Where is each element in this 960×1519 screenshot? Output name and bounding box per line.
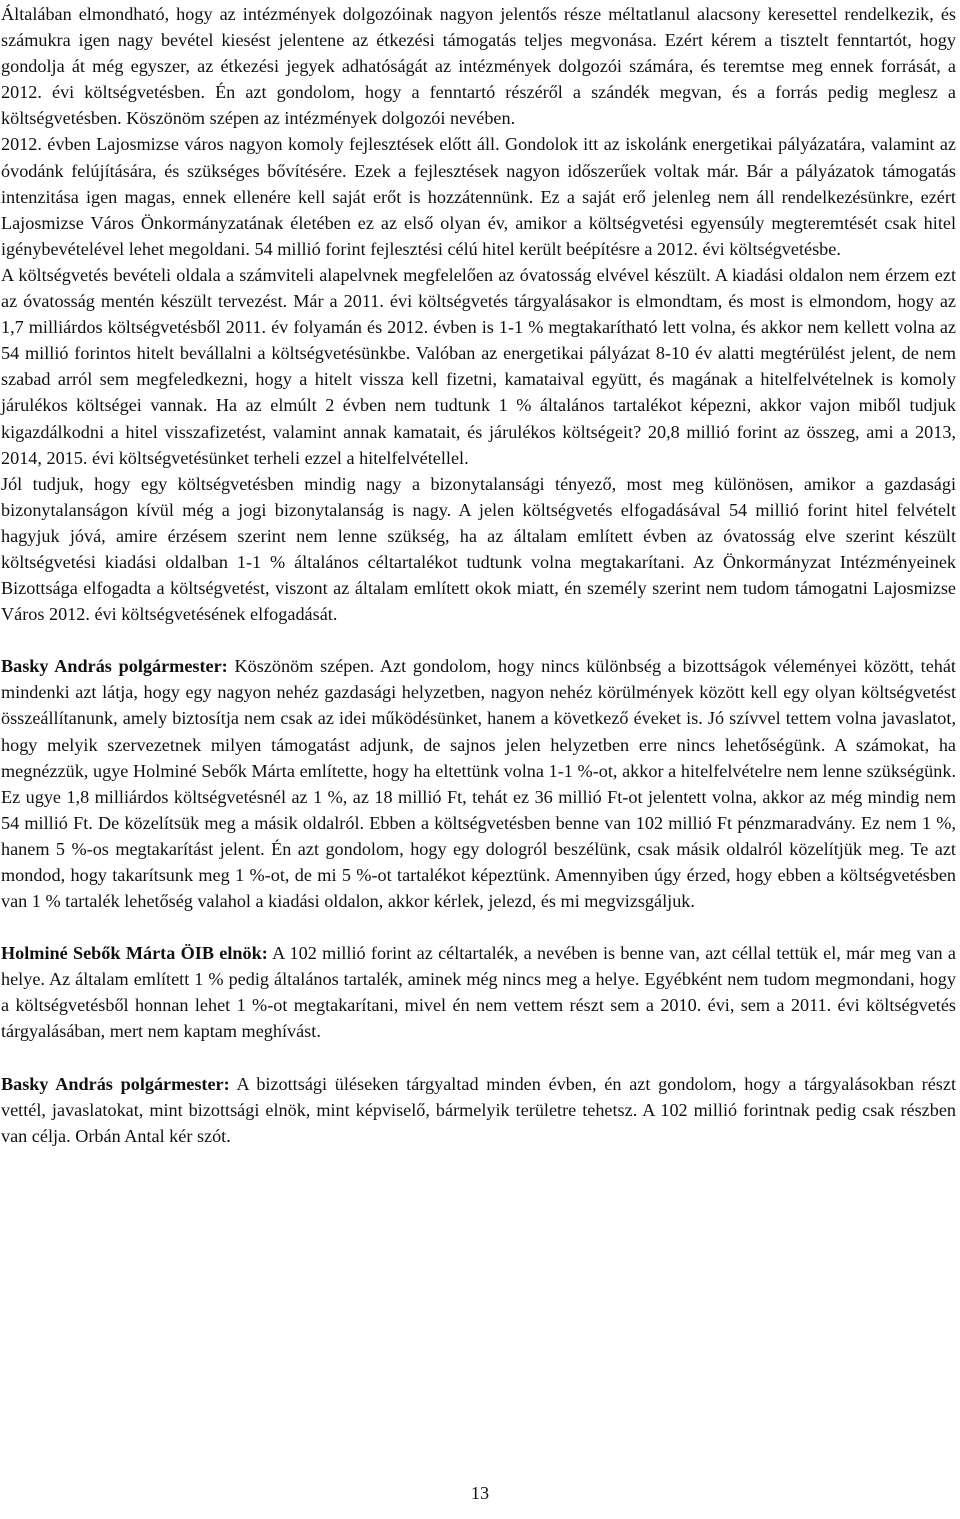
paragraph-1 bbox=[1, 1, 956, 131]
speech-holmine bbox=[1, 940, 956, 1044]
speaker-name: Basky András polgármester: bbox=[1, 1073, 230, 1094]
speech-basky-1 bbox=[1, 653, 956, 914]
speech-text: A 102 millió forint az céltartalék, a nevében is benne van, azt céllal tettük el, már meg van a helye. Az általam említett 1 % pedig általános tartalék, aminek még nincs meg a helye. Egyébként nem tudom megmondani, hogy a költségvetésből honnan lehet 1 %-ot megtakarítani, mivel én nem vettem részt sem a 2010. évi, sem a 2011. évi költségvetés tárgyalásában, mert nem kaptam meghívást. bbox=[1, 943, 956, 1042]
speaker-name: Holminé Sebők Márta ÖIB elnök: bbox=[1, 943, 268, 964]
paragraph-text: Jól tudjuk, hogy egy költségvetésben mindig nagy a bizonytalansági tényező, most meg különösen, amikor a gazdasági bizonytalanságon kívül még a jogi bizonytalanság is nagy. A jelen költségvetés elfogadásával 54 millió forint hitel felvételt hagyjuk jóvá, amire érzésem szerint nem lenne szükség, ha az általam említett évben az óvatosság elve szerint készült költségvetési kiadási oldalban 1-1 % általános céltartalékot tudtunk volna megtakarítani. Az Önkormányzat Intézményeinek Bizottsága elfogadta a költségvetést, viszont az általam említett okok miatt, én személy szerint nem tudom támogatni Lajosmizse Város 2012. évi költségvetésének elfogadását. bbox=[1, 473, 956, 625]
paragraph-2 bbox=[1, 131, 956, 261]
paragraph-4 bbox=[1, 471, 956, 628]
speech-basky-2 bbox=[1, 1071, 956, 1149]
paragraph-text: A költségvetés bevételi oldala a számviteli alapelvnek megfelelően az óvatosság elvével készült. A kiadási oldalon nem érzem ezt az óvatosság mentén készült tervezést. Már a 2011. évi költségvetés tárgyalásakor is elmondtam, és most is elmondom, hogy az 1,7 milliárdos költségvetésből 2011. év folyamán és 2012. évben is 1-1 % megtakarítható lett volna, és akkor nem kellett volna az 54 millió forintos hitelt bevállalni a költségvetésünkbe. Valóban az energetikai pályázat 8-10 év alatti megtérülést jelent, de nem szabad arról sem megfeledkezni, hogy a hitelt vissza kell fizetni, kamataival együtt, és magának a hitelfelvételnek is komoly járulékos költségei vannak. Ha az elmúlt 2 évben nem tudtunk 1 % általános tartalékot képezni, akkor vajon miből tudjuk kigazdálkodni a hitel visszafizetést, valamint annak kamatait, és járulékos költségeit? 20,8 millió forint az összeg, ami a 2013, 2014, 2015. évi költségvetésünket terheli ezzel a hitelfelvétellel. bbox=[1, 264, 956, 468]
paragraph-text: 2012. évben Lajosmizse város nagyon komoly fejlesztések előtt áll. Gondolok itt az iskolánk energetikai pályázatára, valamint az óvodánk felújítására, és szükséges bővítésére. Ezek a fejlesztések nagyon időszerűek voltak már. Bár a pályázatok támogatás intenzitása igen magas, ennek ellenére kell saját erőt is hozzátennünk. Ez a saját erő jelenleg nem áll rendelkezésünkre, ezért Lajosmizse Város Önkormányzatának életében ez az első olyan év, amikor a költségvetési egyensúly megteremtését csak hitel igénybevételével lehet megoldani. 54 millió forint fejlesztési célú hitel került beépítésre a 2012. évi költségvetésbe. bbox=[1, 134, 956, 259]
speech-text: A bizottsági üléseken tárgyaltad minden évben, én azt gondolom, hogy a tárgyalásokban részt vettél, javaslatokat, mint bizottsági elnök, mint képviselő, bármelyik területre tehetsz. A 102 millió forintnak pedig csak részben van célja. Orbán Antal kér szót. bbox=[1, 1073, 957, 1146]
page-number: 13 bbox=[470, 1483, 490, 1503]
speaker-name: Basky András polgármester: bbox=[1, 656, 228, 677]
paragraph-text: Általában elmondható, hogy az intézmények dolgozóinak nagyon jelentős része méltatlanul alacsony keresettel rendelkezik, és számukra igen nagy bevétel kiesést jelentene az étkezési támogatás teljes megvonása. Ezért kérem a tisztelt fenntartót, hogy gondolja át még egyszer, az étkezési jegyek adhatóságát az intézmények dolgozói számára, és teremtse meg ennek forrását, a 2012. évi költségvetésben. Én azt gondolom, hogy a fenntartó részéről a szándék megvan, és a forrás pedig meglesz a költségvetésben. Köszönöm szépen az intézmények dolgozói nevében. bbox=[1, 4, 956, 129]
paragraph-3 bbox=[1, 262, 956, 471]
speech-text: Köszönöm szépen. Azt gondolom, hogy nincs különbség a bizottságok véleményei között, tehát mindenki azt látja, hogy egy nagyon nehéz gazdasági helyzetben, nagyon nehéz körülmények között kell egy olyan költségvetést összeállítanunk, amely biztosítja nem csak az idei működésünket, hanem a következő éveket is. Jó szívvel tettem volna javaslatot, hogy melyik szervezetnek milyen támogatást adjunk, de sajnos jelen helyzetben erre nincs lehetőségünk. A számokat, ha megnézzük, ugye Holminé Sebők Márta említette, hogy ha eltettünk volna 1-1 %-ot, akkor a hitelfelvételre nem lenne szükségünk. Ez ugye 1,8 milliárdos költségvetésnél az 1 %, az 18 millió Ft, tehát ez 36 millió Ft-ot jelentett volna, akkor az még mindig nem 54 millió Ft. De közelítsük meg a másik oldalról. Ebben a költségvetésben benne van 102 millió Ft pénzmaradvány. Ez nem 1 %, hanem 5 %-os megtakarítást jelent. Én azt gondolom, hogy egy dologról beszélünk, csak másik oldalról közelítjük meg. Te azt mondod, hogy takarítsunk meg 1 %-ot, de mi 5 %-ot tartalékot képeztünk. Amennyiben úgy érzed, hogy ebben a költségvetésben van 1 % tartalék lehetőség valahol a kiadási oldalon, akkor kérlek, jelezd, és mi megvizsgáljuk. bbox=[1, 656, 956, 912]
paragraph-spacer bbox=[1, 914, 956, 940]
paragraph-spacer bbox=[1, 627, 956, 653]
paragraph-spacer bbox=[1, 1045, 956, 1071]
